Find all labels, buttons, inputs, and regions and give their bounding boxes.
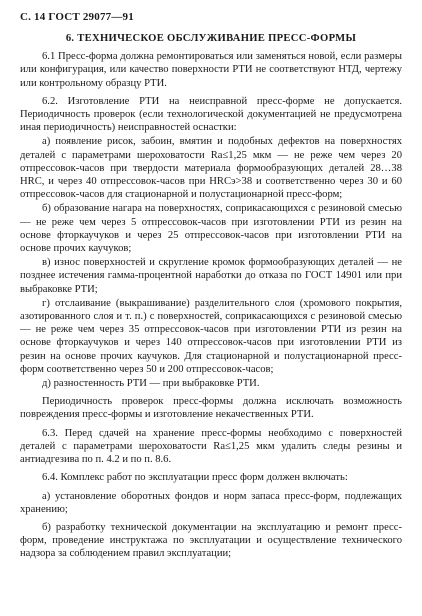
list-item-b: б) образование нагара на поверхностях, соприкасающихся с резиновой смесью — не реже чем через 5 отпрессовок-часов при изготовлении РТИ из резин на основе фторкаучуков и через 25 отпрессовок-часов при изготовлении РТИ на основе прочих каучуков; xyxy=(20,203,402,255)
list-item-a: а) появление рисок, забоин, вмятин и подобных дефектов на поверхностях деталей с параметрами шероховатости Ra≤1,25 мкм — не реже чем через 20 отпрессовок-часов при твердости материала формообразующих деталей 28…38 HRC, и через 40 отпрессовок-часов при HRCэ>38 и соответственно через 30 и 60 отпрессовок-часов для стационарной и полустационарной пресс-форм; xyxy=(20,136,402,201)
list-item-g: г) отслаивание (выкрашивание) разделительного слоя (хромового покрытия, азотированного слоя и т. п.) с поверхностей, соприкасающихся с резиновой смесью — не реже чем через 35 отпрессовок-часов при изготовлении РТИ из резин на основе фторкаучуков и через 140 отпрессовок-часов при изготовлении РТИ из резин на основе прочих каучуков. Для стационарной и полустационарной пресс-форм соответственно через 50 и 200 отпрессовок-часов; xyxy=(20,297,402,375)
paragraph-6-4: 6.4. Комплекс работ по эксплуатации пресс форм должен включать: xyxy=(42,472,348,484)
paragraph-6-1: 6.1 Пресс-форма должна ремонтироваться или заменяться новой, если размеры или конфигурация, или качество поверхности РТИ не соответствуют НТД, чертежу или контрольному образцу РТИ. xyxy=(20,51,402,89)
section-title: 6. ТЕХНИЧЕСКОЕ ОБСЛУЖИВАНИЕ ПРЕСС-ФОРМЫ xyxy=(65,33,357,44)
list-item-d: д) разностенность РТИ — при выбраковке РТИ. xyxy=(42,378,260,390)
list-item-v: в) износ поверхностей и скругление кромок формообразующих деталей — не позднее истечения гамма-процентной наработки до отказа по ГОСТ 14901 или при выбраковке РТИ; xyxy=(20,257,402,295)
list-item-6-4-b: б) разработку технической документации на эксплуатацию и ремонт пресс-форм, проведение инструктажа по эксплуатации и осуществление технического надзора за соблюдением правил эксплуатации; xyxy=(20,521,402,560)
page-header: С. 14 ГОСТ 29077—91 xyxy=(20,11,134,23)
paragraph-6-2: 6.2. Изготовление РТИ на неисправной пресс-форме не допускается. Периодичность проверок (если технологической документацией не предусмотрена иная периодичность) неисправностей оснастки: xyxy=(20,95,402,134)
paragraph-periodicity: Периодичность проверок пресс-формы должна исключать возможность повреждения пресс-формы и изготовление некачественных РТИ. xyxy=(20,396,402,421)
list-item-6-4-a: а) установление оборотных фондов и норм запаса пресс-форм, подлежащих хранению; xyxy=(20,490,402,515)
paragraph-6-3: 6.3. Перед сдачей на хранение пресс-формы необходимо с поверхностей деталей с параметрами шероховатости Ra≤1,25 мкм удалить следы резины и антиадгезива по п. 4.2 и по п. 8.6. xyxy=(20,427,402,466)
